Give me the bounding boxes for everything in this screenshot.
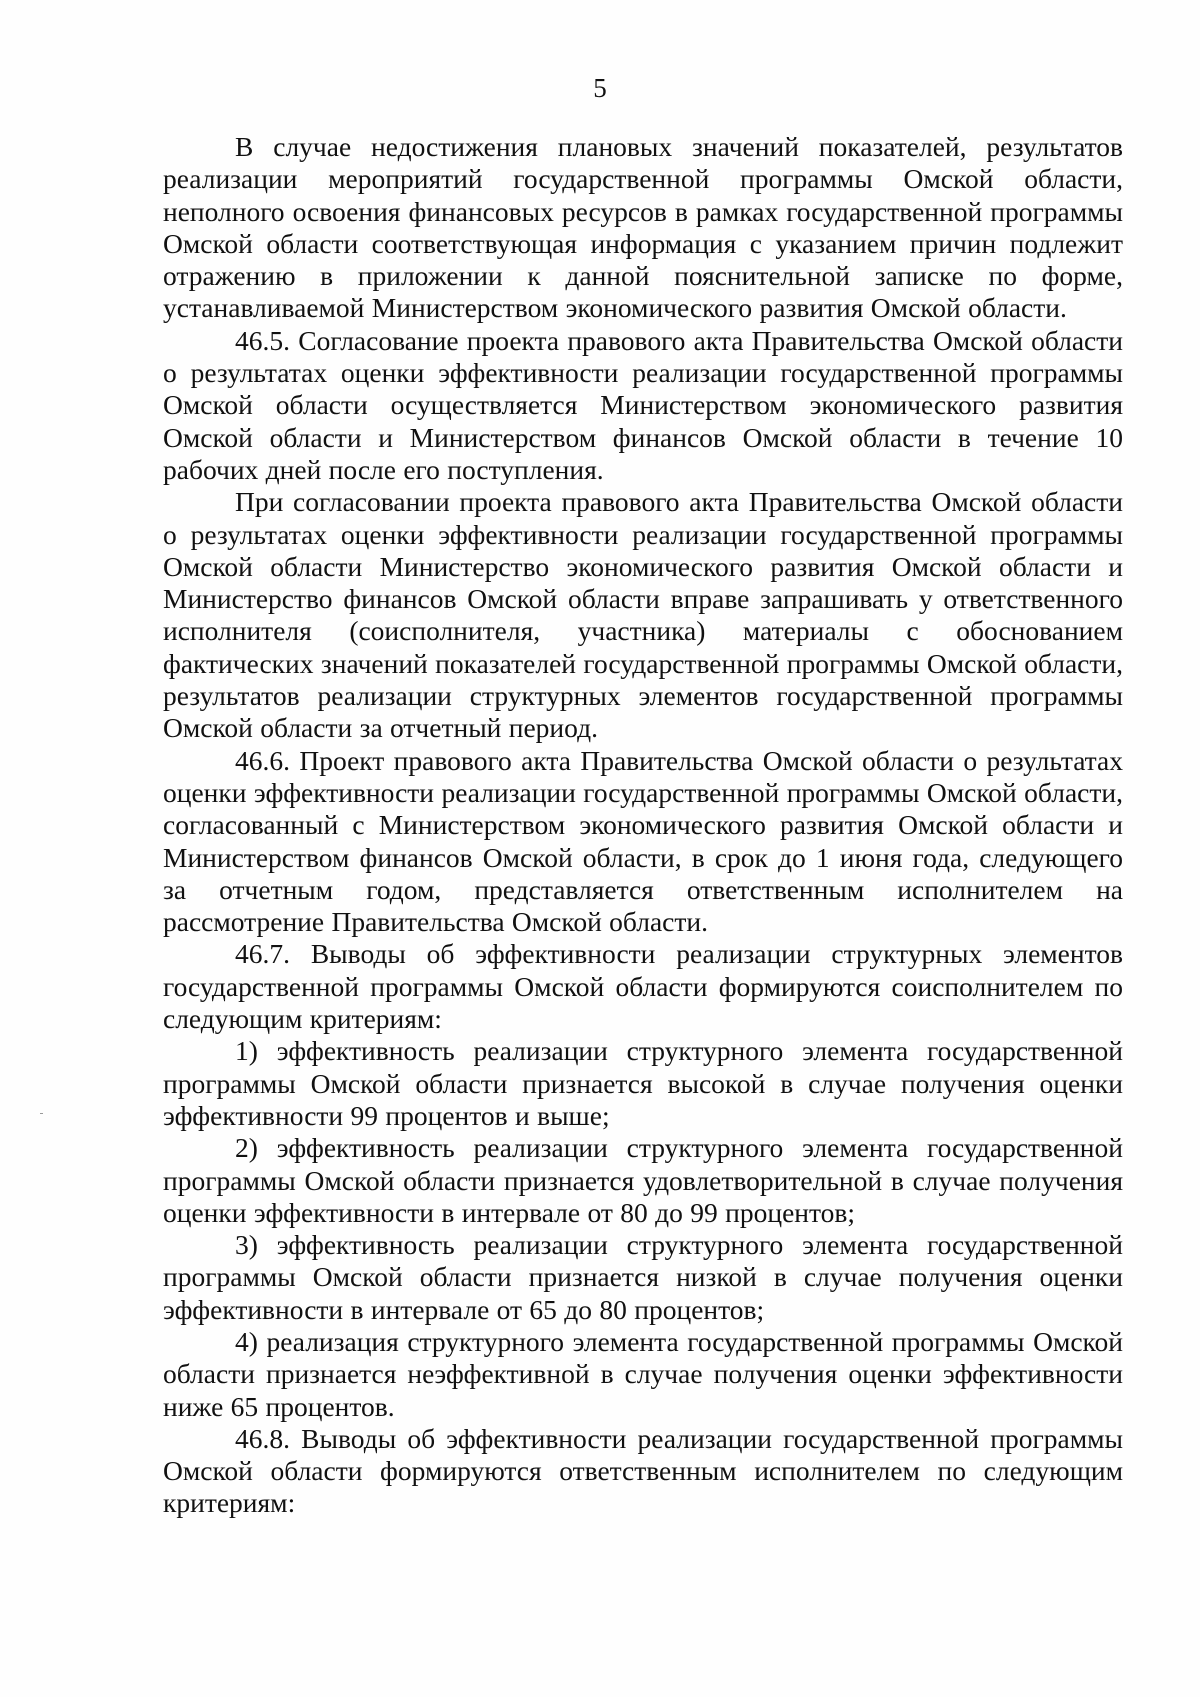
document-body xyxy=(163,131,1123,1520)
paragraph-shortfall-info: В случае недостижения плановых значений показателей, результатов реализации мероприятий государственной программы Омской области, неполного освоения финансовых ресурсов в рамках государственной программы Омской области соответствующая информация с указанием причин подлежит отражению в приложении к данной пояснительной записке по форме, устанавливаемой Министерством экономического развития Омской области. xyxy=(163,131,1123,324)
paragraph-46-5: 46.5. Согласование проекта правового акта Правительства Омской области о результатах оценки эффективности реализации государственной программы Омской области осуществляется Министерством экономического развития Омской области и Министерством финансов Омской области в течение 10 рабочих дней после его поступления. xyxy=(163,324,1123,485)
page-number: 5 xyxy=(593,73,607,103)
paragraph-46-5-request: При согласовании проекта правового акта Правительства Омской области о результатах оценки эффективности реализации государственной программы Омской области Министерство экономического развития Омской области и Министерство финансов Омской области вправе запрашивать у ответственного исполнителя (соисполнителя, участника) материалы с обоснованием фактических значений показателей государственной программы Омской области, результатов реализации структурных элементов государственной программы Омской области за отчетный период. xyxy=(163,486,1123,744)
paragraph-46-7: 46.7. Выводы об эффективности реализации структурных элементов государственной программы Омской области формируются соисполнителем по следующим критериям: xyxy=(163,938,1123,1035)
scan-artifact xyxy=(40,1113,43,1114)
criterion-3: 3) эффективность реализации структурного элемента государственной программы Омской области признается низкой в случае получения оценки эффективности в интервале от 65 до 80 процентов; xyxy=(163,1229,1123,1325)
criterion-1: 1) эффективность реализации структурного элемента государственной программы Омской области признается высокой в случае получения оценки эффективности 99 процентов и выше; xyxy=(163,1035,1123,1131)
paragraph-46-6: 46.6. Проект правового акта Правительства Омской области о результатах оценки эффективности реализации государственной программы Омской области, согласованный с Министерством экономического развития Омской области и Министерством финансов Омской области, в срок до 1 июня года, следующего за отчетным годом, представляется ответственным исполнителем на рассмотрение Правительства Омской области. xyxy=(163,744,1123,938)
criterion-4: 4) реализация структурного элемента государственной программы Омской области признается неэффективной в случае получения оценки эффективности ниже 65 процентов. xyxy=(163,1325,1123,1422)
paragraph-46-8: 46.8. Выводы об эффективности реализации государственной программы Омской области формируются ответственным исполнителем по следующим критериям: xyxy=(163,1422,1123,1519)
criterion-2: 2) эффективность реализации структурного элемента государственной программы Омской области признается удовлетворительной в случае получения оценки эффективности в интервале от 80 до 99 процентов; xyxy=(163,1132,1123,1228)
